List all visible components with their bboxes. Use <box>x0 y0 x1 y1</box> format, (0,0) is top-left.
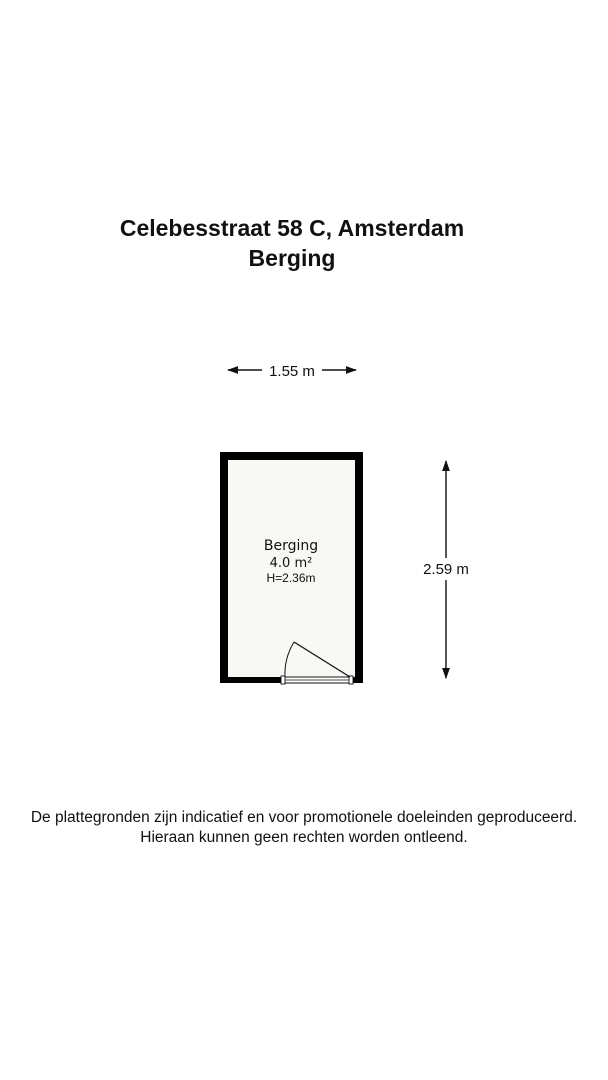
height-dimension <box>423 461 469 678</box>
room-ceiling-height: H=2.36m <box>266 571 316 585</box>
width-dimension <box>228 363 356 380</box>
door-jamb-left <box>281 676 285 684</box>
address-title: Celebesstraat 58 C, Amsterdam <box>119 215 465 241</box>
room-name: Berging <box>263 538 319 554</box>
room-area: 4.0 m² <box>269 556 313 571</box>
width-dimension-label: 1.55 m <box>269 363 315 380</box>
disclaimer-line-2: Hieraan kunnen geen rechten worden ontleend. <box>140 829 468 846</box>
room-berging <box>220 452 363 684</box>
floor-subtitle: Berging <box>248 245 336 271</box>
disclaimer-line-1: De plattegronden zijn indicatief en voor promotionele doeleinden geproduceerd. <box>30 809 578 826</box>
height-dimension-label: 2.59 m <box>423 561 469 578</box>
